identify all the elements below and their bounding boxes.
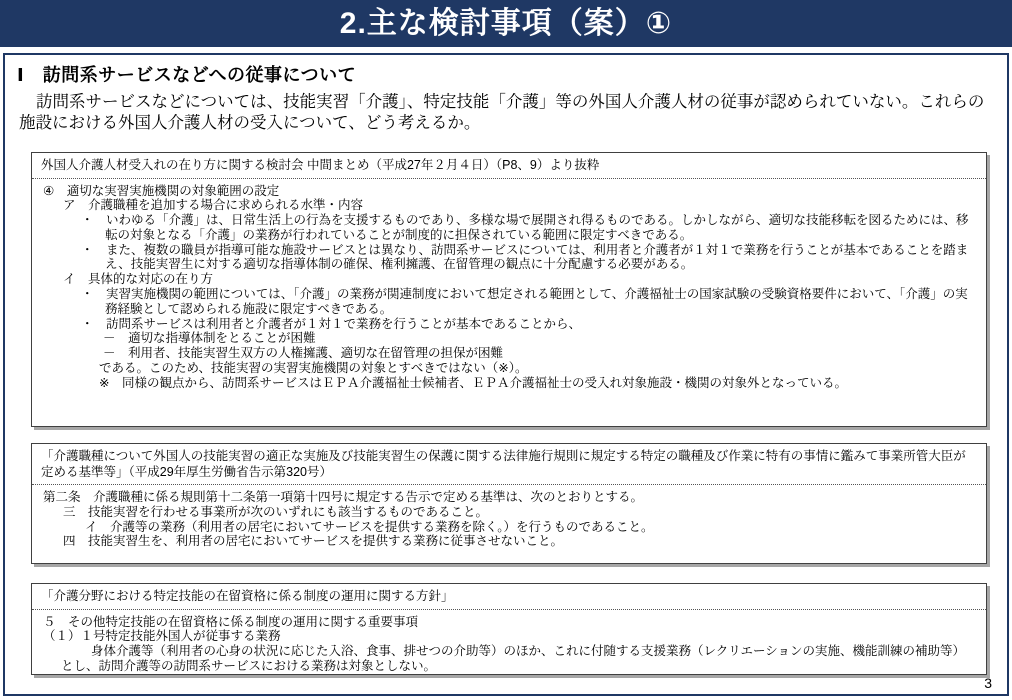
excerpt-box-content <box>32 610 986 676</box>
box-line: （１）１号特定技能外国人が従事する業務 <box>43 629 281 644</box>
excerpt-box-content <box>32 485 986 553</box>
box-line: － 利用者、技能実習生双方の人権擁護、適切な在留管理の担保が困難 <box>103 346 504 361</box>
content-frame <box>3 53 1009 696</box>
excerpt-box-policy <box>31 583 987 675</box>
box-line: イ 介護等の業務（利用者の居宅においてサービスを提供する業務を除く。）を行うものであること。 <box>85 519 654 534</box>
intro-paragraph: 訪問系サービスなどについては、技能実習「介護」、特定技能「介護」等の外国人介護人材の従事が認められていない。これらの施設における外国人介護人材の受入について、どう考えるか。 <box>19 93 985 132</box>
box-line: ④ 適切な実習実施機関の対象範囲の設定 <box>43 183 280 198</box>
page-number: 3 <box>984 675 992 691</box>
box-line: 身体介護等（利用者の心身の状況に応じた入浴、食事、排せつの介助等）のほか、これに付随する支援業務（レクリエーションの実施、機能訓練の補助等）とし、訪問介護等の訪問系サービスにおける業務は対象としない。 <box>61 644 966 673</box>
box-line: イ 具体的な対応の在り方 <box>63 272 214 287</box>
box-line: ・ また、複数の職員が指導可能な施設サービスとは異なり、訪問系サービスについては、利用者と介護者が１対１で業務を行うことが基本であることを踏まえ、技能実習生に対する適切な指導体制の確保、権利擁護、在留管理の観点に十分配慮する必要がある。 <box>81 242 969 272</box>
box-line: 第二条 介護職種に係る規則第十二条第一項第十四号に規定する告示で定める基準は、次のとおりとする。 <box>43 490 644 504</box>
box-line: ア 介護職種を追加する場合に求められる水準・内容 <box>63 198 364 213</box>
box-line: ５ その他特定技能の在留資格に係る制度の運用に関する重要事項 <box>43 614 419 629</box>
excerpt-box-ordinance <box>31 443 987 564</box>
box-line: － 適切な指導体制をとることが困難 <box>103 331 316 346</box>
box-line: 三 技能実習を行わせる事業所が次のいずれにも該当するものであること。 <box>63 504 489 519</box>
slide-title-bar <box>0 0 1012 47</box>
box-line: ※ 同様の観点から、訪問系サービスはＥＰＡ介護福祉士候補者、ＥＰＡ介護福祉士の受入れ対象施設・機関の対象外となっている。 <box>99 375 847 390</box>
box-line: ・ 実習実施機関の範囲については、「介護」の業務が関連制度において想定される範囲として、介護福祉士の国家試験の受験資格要件において、「介護」の実務経験として認められる施設に限定すべきである。 <box>81 287 968 316</box>
box-line: である。このため、技能実習の実習実施機関の対象とすべきではない（※）。 <box>99 361 528 376</box>
excerpt-box-content <box>32 179 986 395</box>
excerpt-box-header: 「介護職種について外国人の技能実習の適正な実施及び技能実習生の保護に関する法律施行規則に規定する特定の職種及び作業に特有の事情に鑑みて事業所管大臣が定める基準等」（平成29年厚生労働省告示第320号） <box>32 444 986 485</box>
section-heading: Ⅰ 訪問系サービスなどへの従事について <box>17 65 357 85</box>
excerpt-box-interim-report <box>31 152 987 427</box>
box-line: ・ いわゆる「介護」は、日常生活上の行為を支援するものであり、多様な場で展開され得るものである。しかしながら、適切な技能移転を図るためには、移転の対象となる「介護」の業務が行われていることが制度的に担保されている範囲に限定すべきである。 <box>81 213 969 242</box>
excerpt-box-header: 外国人介護人材受入れの在り方に関する検討会 中間まとめ（平成27年２月４日）（P8、9）より抜粋 <box>32 153 986 179</box>
excerpt-box-header: 「介護分野における特定技能の在留資格に係る制度の運用に関する方針」 <box>32 584 986 610</box>
box-line: ・ 訪問系サービスは利用者と介護者が１対１で業務を行うことが基本であることから、 <box>81 316 582 331</box>
slide-title: 2.主な検討事項（案）① <box>339 6 673 40</box>
box-line: 四 技能実習生を、利用者の居宅においてサービスを提供する業務に従事させないこと。 <box>63 534 564 549</box>
